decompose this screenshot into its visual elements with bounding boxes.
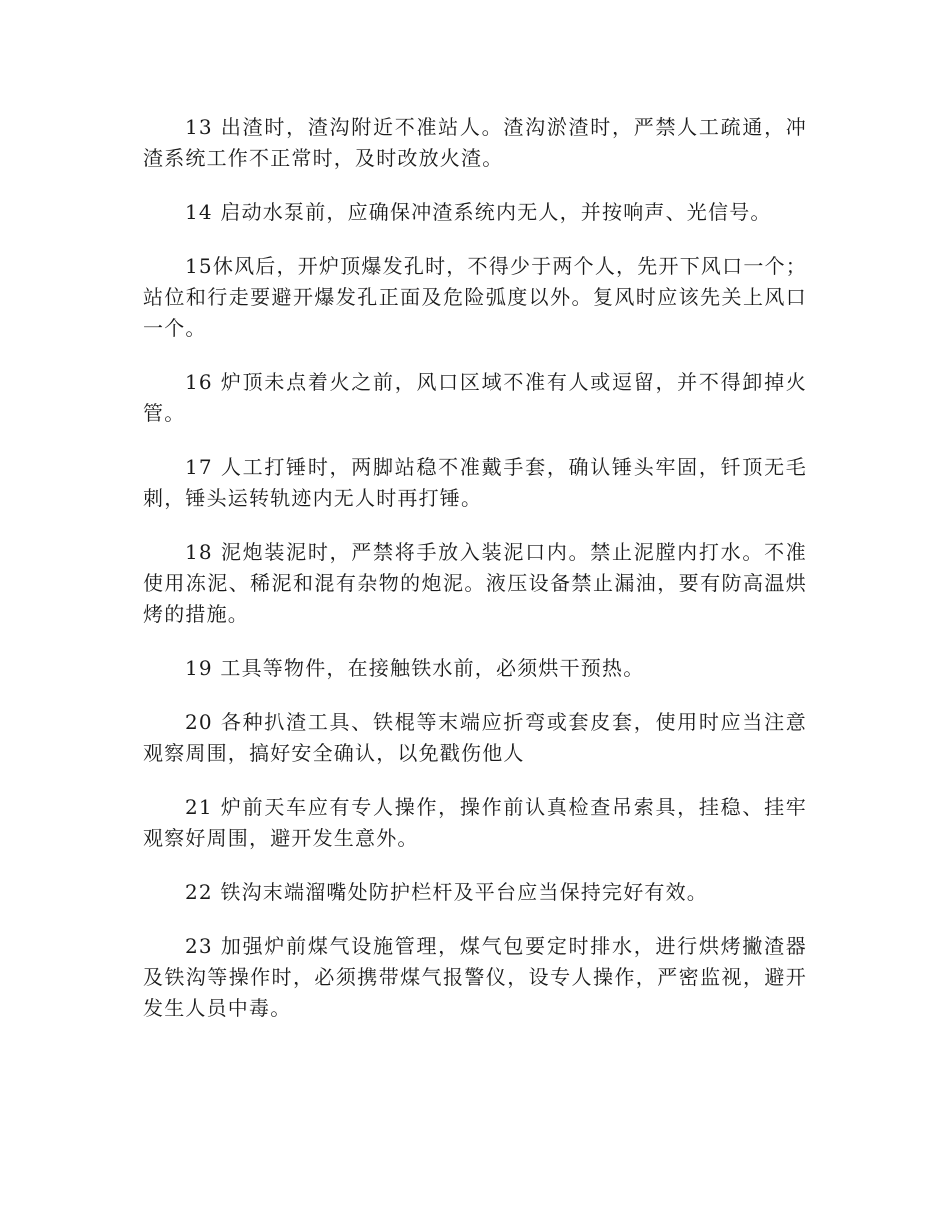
paragraph-13: 13 出渣时，渣沟附近不准站人。渣沟淤渣时，严禁人工疏通，冲渣系统工作不正常时，及时改放火渣。: [143, 115, 807, 170]
document-body: [143, 112, 807, 1047]
paragraph-18: 18 泥炮装泥时，严禁将手放入装泥口内。禁止泥膛内打水。不准使用冻泥、稀泥和混有杂物的炮泥。液压设备禁止漏油，要有防高温烘烤的措施。: [143, 540, 807, 626]
paragraph-21: 21 炉前天车应有专人操作，操作前认真检查吊索具，挂稳、挂牢观察好周围，避开发生意外。: [143, 795, 807, 850]
paragraph-23: 23 加强炉前煤气设施管理，煤气包要定时排水，进行烘烤撇渣器及铁沟等操作时，必须携带煤气报警仪，设专人操作，严密监视，避开发生人员中毒。: [143, 934, 807, 1020]
paragraph-14: 14 启动水泵前，应确保冲渣系统内无人，并按响声、光信号。: [185, 200, 772, 224]
paragraph-15: 15休风后，开炉顶爆发孔时，不得少于两个人，先开下风口一个；站位和行走要避开爆发孔正面及危险弧度以外。复风时应该先关上风口一个。: [143, 254, 807, 340]
paragraph-22: 22 铁沟末端溜嘴处防护栏杆及平台应当保持完好有效。: [185, 880, 709, 904]
paragraph-16: 16 炉顶未点着火之前，风口区域不准有人或逗留，并不得卸掉火管。: [143, 370, 807, 425]
paragraph-20: 20 各种扒渣工具、铁棍等末端应折弯或套皮套，使用时应当注意观察周围，搞好安全确认，以免戳伤他人: [143, 710, 807, 765]
paragraph-17: 17 人工打锤时，两脚站稳不准戴手套，确认锤头牢固，钎顶无毛刺，锤头运转轨迹内无人时再打锤。: [143, 455, 807, 510]
paragraph-19: 19 工具等物件，在接触铁水前，必须烘干预热。: [185, 656, 645, 680]
